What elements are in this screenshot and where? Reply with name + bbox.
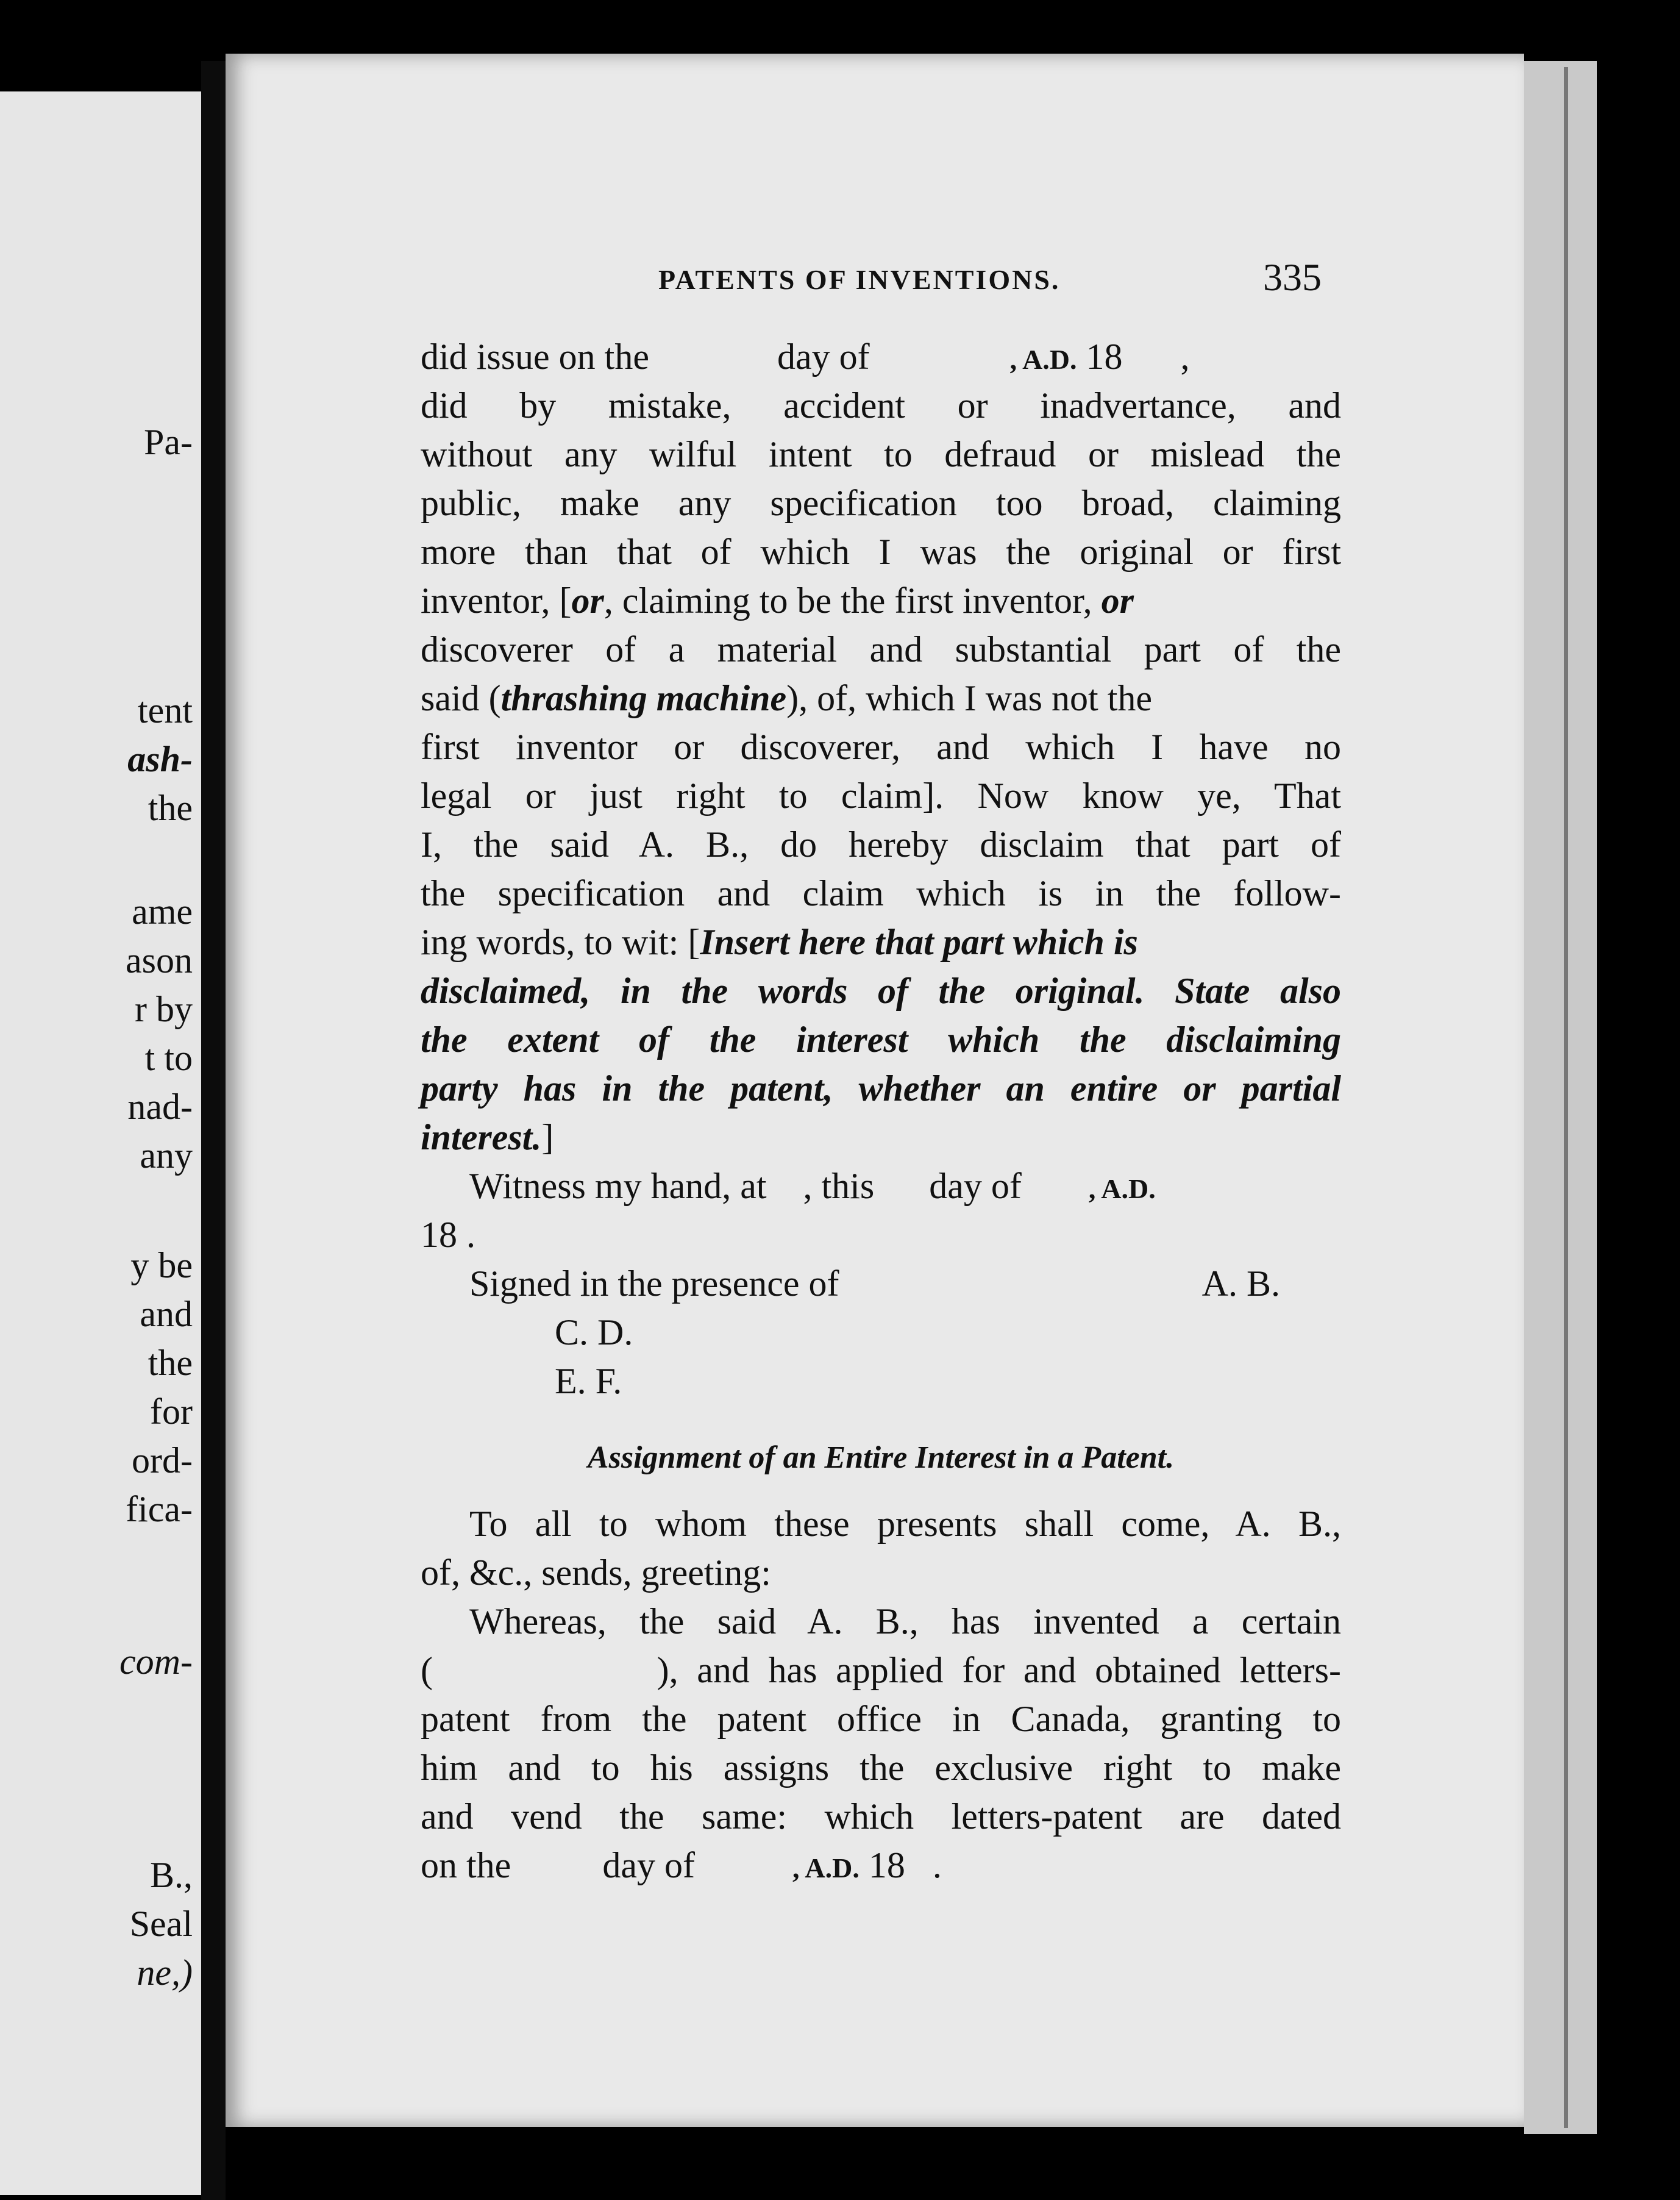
- signer-name: A. B.: [1201, 1263, 1280, 1304]
- signature-row: [421, 1259, 1341, 1308]
- left-fragment: fica-: [126, 1489, 193, 1529]
- left-page-fragment: [0, 91, 201, 2195]
- witness-name: C. D.: [555, 1312, 633, 1352]
- text-line: and vend the same: which letters-patent are dated: [421, 1796, 1341, 1837]
- text-line: party has in the patent, whether an entire or partial: [421, 1068, 1341, 1109]
- text-run: ), of, which I was not the: [786, 678, 1152, 718]
- text-run: , A.D.: [792, 1852, 860, 1884]
- page-edge-line: [1564, 67, 1568, 2128]
- text-line: To all to whom these presents shall come, A. B.,: [469, 1504, 1341, 1544]
- text-line: him and to his assigns the exclusive right to make: [421, 1748, 1341, 1788]
- text-run: thrashing machine: [500, 678, 787, 718]
- text-run: 18 .: [868, 1845, 942, 1885]
- page-body: [421, 332, 1341, 1890]
- left-fragment: t to: [144, 1038, 193, 1078]
- left-fragment: for: [150, 1391, 193, 1432]
- text-run: Witness my hand, at: [469, 1166, 767, 1206]
- text-run: , claiming to be the first inventor,: [603, 580, 1102, 621]
- witness-label: Signed in the presence of: [469, 1263, 839, 1304]
- text-run: ]: [541, 1117, 554, 1157]
- text-line: more than that of which I was the original or first: [421, 532, 1341, 572]
- text-line: [421, 674, 1341, 723]
- text-line: I, the said A. B., do hereby disclaim that part of: [421, 824, 1341, 865]
- text-line: first inventor or discoverer, and which I have no: [421, 727, 1341, 767]
- text-run: on the: [421, 1845, 511, 1885]
- left-fragment: and: [140, 1294, 193, 1334]
- left-fragment: Seal: [129, 1904, 193, 1944]
- text-line: [421, 918, 1341, 966]
- text-line: [421, 1841, 1341, 1890]
- text-line: patent from the patent office in Canada, granting to: [421, 1699, 1341, 1739]
- text-line: of, &c., sends, greeting:: [421, 1552, 771, 1593]
- text-run: , A.D.: [1009, 344, 1077, 375]
- text-run: day of: [602, 1845, 695, 1885]
- text-run: , A.D.: [1088, 1173, 1156, 1204]
- page-edge: [1524, 61, 1597, 2134]
- left-fragment: ason: [126, 940, 193, 980]
- text-line: legal or just right to claim]. Now know ye, That: [421, 776, 1341, 816]
- left-fragment: ne,): [137, 1952, 193, 1993]
- text-line: without any wilful intent to defraud or mislead the: [421, 434, 1341, 474]
- left-fragment: ord-: [132, 1440, 193, 1480]
- book-spine-shadow: [201, 61, 226, 2200]
- left-fragment: nad-: [127, 1087, 193, 1127]
- text-line: did by mistake, accident or inadvertance, and: [421, 385, 1341, 426]
- left-fragment: Pa-: [144, 422, 193, 462]
- text-line: the extent of the interest which the disclaiming: [421, 1020, 1341, 1060]
- text-run: Insert here that part which is: [700, 922, 1138, 962]
- text-line: disclaimed, in the words of the original. State also: [421, 971, 1341, 1011]
- left-fragment: ash-: [127, 739, 193, 779]
- text-line: public, make any specification too broad, claiming: [421, 483, 1341, 523]
- left-fragment: B.,: [149, 1855, 193, 1895]
- text-run: , this: [803, 1166, 875, 1206]
- text-line: 18 .: [421, 1215, 475, 1255]
- text-line: ( ), and has applied for and obtained letters-: [421, 1650, 1341, 1690]
- left-fragment: y be: [130, 1245, 193, 1285]
- witness-name: E. F.: [555, 1361, 622, 1401]
- text-line: [421, 576, 1341, 625]
- text-line: [421, 1113, 1341, 1162]
- left-fragment: any: [140, 1135, 193, 1176]
- text-run: inventor, [: [421, 580, 572, 621]
- text-run: interest.: [421, 1117, 542, 1157]
- text-line: Whereas, the said A. B., has invented a certain: [469, 1601, 1341, 1641]
- text-line: the specification and claim which is in the follow-: [421, 873, 1341, 913]
- left-fragment: the: [148, 1343, 193, 1383]
- text-run: day of: [929, 1166, 1022, 1206]
- text-run: ing words, to wit: [: [421, 922, 700, 962]
- page-number: 335: [1263, 255, 1322, 299]
- text-line: discoverer of a material and substantial part of the: [421, 629, 1341, 670]
- text-run: or: [1101, 580, 1134, 621]
- running-head: PATENTS OF INVENTIONS.: [658, 264, 1061, 295]
- left-fragment: r by: [135, 989, 193, 1029]
- left-fragment: the: [148, 788, 193, 828]
- text-run: 18: [1086, 337, 1123, 377]
- text-run: did issue on the: [421, 337, 649, 377]
- section-heading: Assignment of an Entire Interest in a Patent.: [587, 1440, 1175, 1475]
- left-fragment: com-: [119, 1641, 193, 1682]
- text-run: or: [571, 580, 604, 621]
- left-fragment: ame: [132, 891, 193, 932]
- text-run: day of: [777, 337, 870, 377]
- text-line: [421, 1162, 1341, 1210]
- text-run: ,: [1180, 337, 1190, 377]
- text-run: said (: [421, 678, 501, 718]
- left-fragment: tent: [138, 690, 193, 730]
- text-line: [421, 332, 1341, 381]
